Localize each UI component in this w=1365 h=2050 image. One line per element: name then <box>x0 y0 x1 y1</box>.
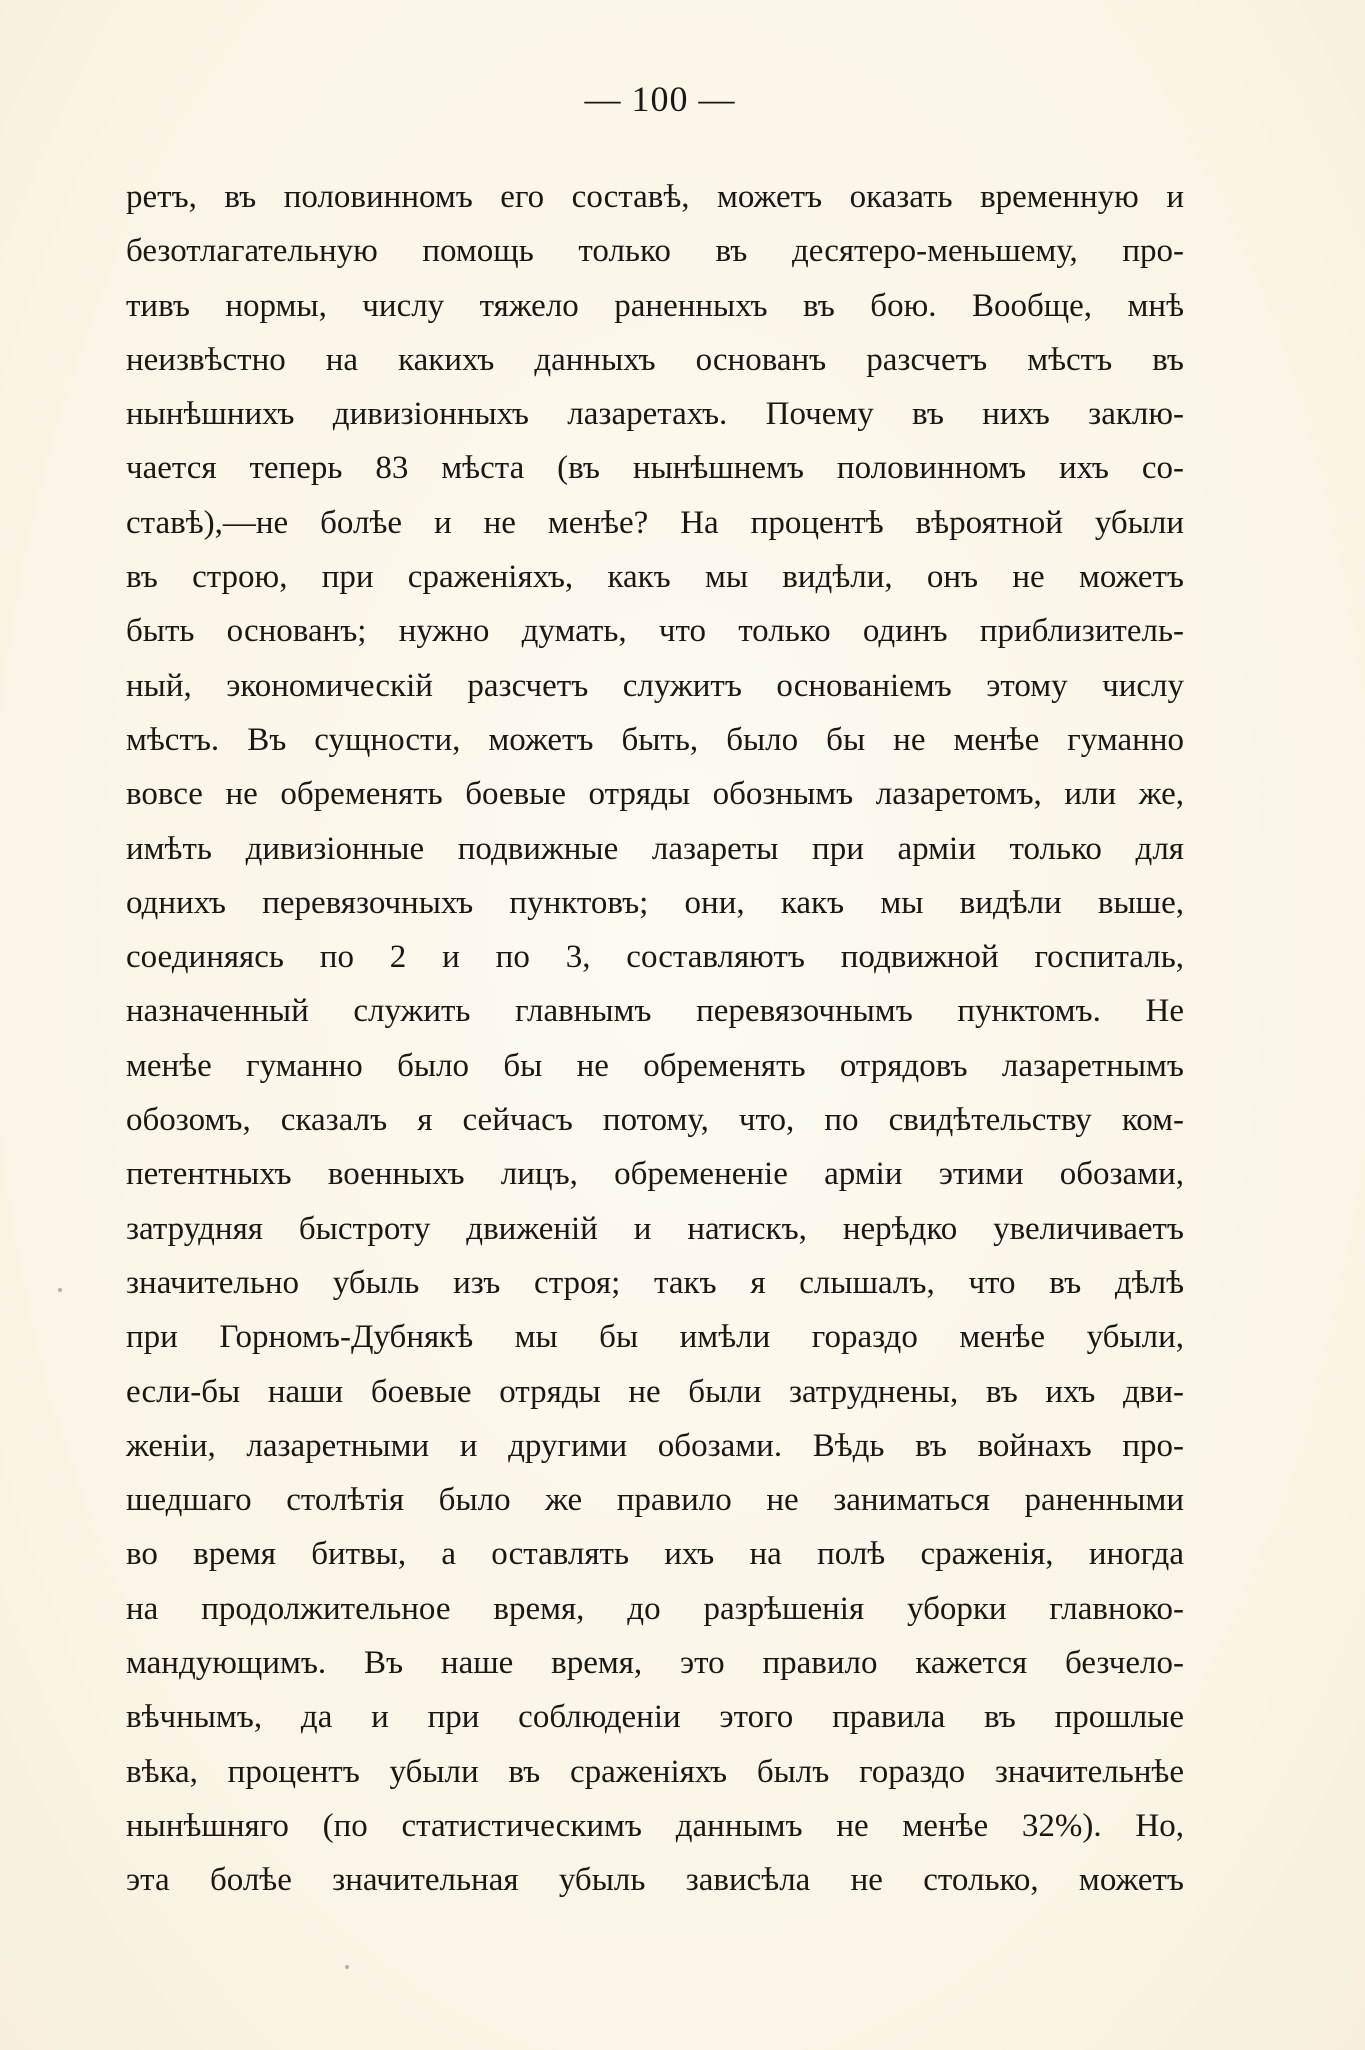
text-line: вѣчнымъ, да и при соблюденіи этого правила въ прошлые <box>126 1699 1184 1736</box>
text-line: назначенный служить главнымъ перевязочнымъ пунктомъ. Не <box>126 993 1184 1030</box>
text-line: при Горномъ-Дубнякѣ мы бы имѣли гораздо менѣе убыли, <box>126 1319 1184 1356</box>
text-line: во время битвы, а оставлять ихъ на полѣ сраженія, иногда <box>126 1536 1184 1573</box>
text-line: нынѣшнихъ дивизіонныхъ лазаретахъ. Почему въ нихъ заклю- <box>126 396 1184 433</box>
text-line: женіи, лазаретными и другими обозами. Вѣдь въ войнахъ про- <box>126 1427 1184 1464</box>
text-line: тивъ нормы, числу тяжело раненныхъ въ бою. Вообще, мнѣ <box>126 287 1184 324</box>
text-line: быть основанъ; нужно думать, что только одинъ приблизитель- <box>126 613 1184 650</box>
text-line: имѣть дивизіонные подвижные лазареты при арміи только для <box>126 830 1184 867</box>
text-line: мандующимъ. Въ наше время, это правило кажется безчело- <box>126 1645 1184 1682</box>
text-line: безотлагательную помощь только въ десятеро-меньшему, про- <box>126 233 1184 270</box>
text-line: соединяясь по 2 и по 3, составляютъ подвижной госпиталь, <box>126 939 1184 976</box>
text-line: мѣстъ. Въ сущности, можетъ быть, было бы не менѣе гуманно <box>126 721 1184 758</box>
text-line: обозомъ, сказалъ я сейчасъ потому, что, по свидѣтельству ком- <box>126 1102 1184 1139</box>
text-line: ный, экономическій разсчетъ служитъ основаніемъ этому числу <box>126 667 1184 704</box>
text-line: однихъ перевязочныхъ пунктовъ; они, какъ мы видѣли выше, <box>126 884 1184 921</box>
text-line: петентныхъ военныхъ лицъ, обремененіе арміи этими обозами, <box>126 1156 1184 1193</box>
text-line: чается теперь 83 мѣста (въ нынѣшнемъ половинномъ ихъ со- <box>126 450 1184 487</box>
body-text <box>126 170 1184 1908</box>
text-line: вовсе не обременять боевые отряды обознымъ лазаретомъ, или же, <box>126 776 1184 813</box>
text-line: въ строю, при сраженіяхъ, какъ мы видѣли, онъ не можетъ <box>126 559 1184 596</box>
text-line: значительно убыль изъ строя; такъ я слышалъ, что въ дѣлѣ <box>126 1264 1184 1301</box>
text-line: нынѣшняго (по статистическимъ даннымъ не менѣе 32%). Но, <box>126 1807 1184 1844</box>
paper-speck <box>345 1965 349 1969</box>
text-line: шедшаго столѣтія было же правило не заниматься раненными <box>126 1482 1184 1519</box>
text-line: ретъ, въ половинномъ его составѣ, можетъ оказать временную и <box>126 179 1184 215</box>
text-line: затрудняя быстроту движеній и натискъ, нерѣдко увеличиваетъ <box>126 1210 1184 1247</box>
page-number: — 100 — <box>584 79 736 119</box>
text-line: ставѣ),—не болѣе и не менѣе? На процентѣ вѣроятной убыли <box>126 504 1184 541</box>
text-line: неизвѣстно на какихъ данныхъ основанъ разсчетъ мѣстъ въ <box>126 341 1184 378</box>
text-line: если-бы наши боевые отряды не были затруднены, въ ихъ дви- <box>126 1373 1184 1410</box>
paper-speck <box>58 1288 62 1292</box>
text-line: менѣе гуманно было бы не обременять отрядовъ лазаретнымъ <box>126 1047 1184 1084</box>
text-line: на продолжительное время, до разрѣшенія уборки главноко- <box>126 1590 1184 1627</box>
text-line: вѣка, процентъ убыли въ сраженіяхъ былъ гораздо значительнѣе <box>126 1753 1184 1790</box>
text-line: эта болѣе значительная убыль зависѣла не столько, можетъ <box>126 1862 1184 1899</box>
